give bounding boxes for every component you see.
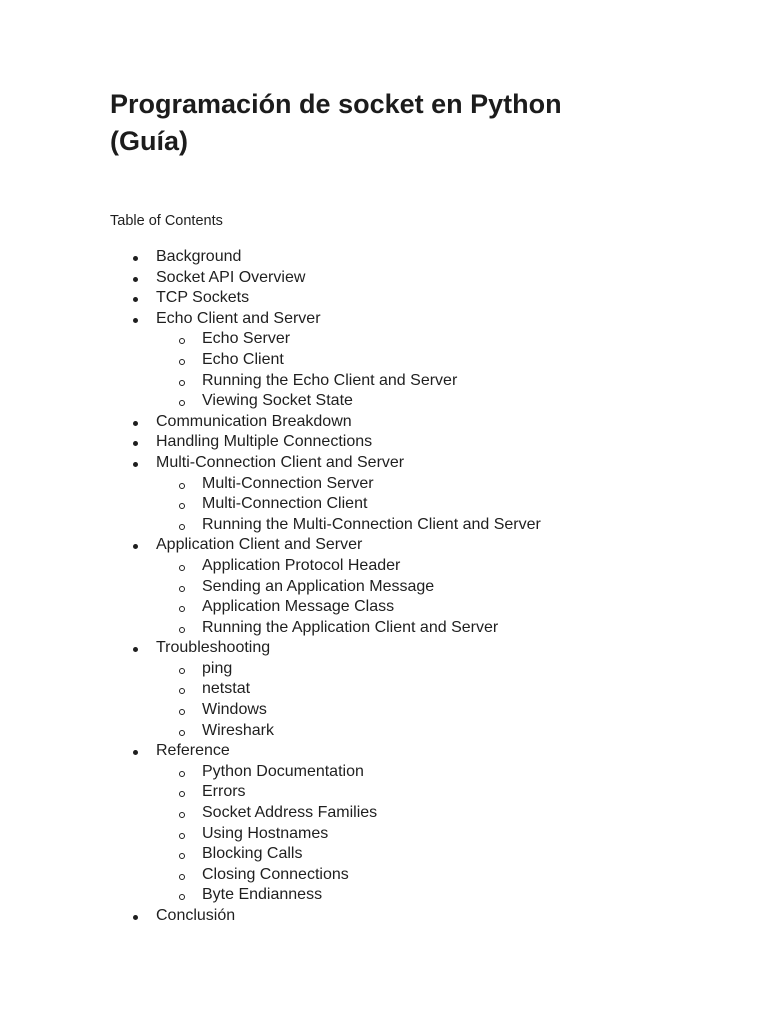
toc-subitem-label: Using Hostnames [202,824,329,842]
toc-subitem-label: Python Documentation [202,762,364,780]
toc-item-label: Application Client and Server [156,536,363,554]
toc-subitem-label: Application Message Class [202,598,395,616]
toc-subitem[interactable] [156,329,541,350]
bullet-circle-icon [179,483,185,489]
bullet-disc-icon [133,544,138,549]
bullet-circle-icon [179,565,185,571]
toc-subitem[interactable] [156,782,541,803]
toc-subitem[interactable] [156,515,541,536]
toc-subitem[interactable] [156,474,541,495]
page-title: Programación de socket en Python (Guía) [110,89,562,156]
toc-subitem-label: netstat [202,680,251,698]
bullet-circle-icon [179,853,185,859]
toc-subitem[interactable] [156,556,541,577]
toc-subitem-label: Byte Endianness [202,886,323,904]
toc-subitem[interactable] [156,371,541,392]
toc-item[interactable] [110,309,541,412]
toc-subitem-label: Running the Echo Client and Server [202,371,458,389]
toc-item[interactable] [110,535,541,638]
bullet-circle-icon [179,524,185,530]
toc-subitem-label: Multi-Connection Client [202,495,368,513]
bullet-disc-icon [133,915,138,920]
bullet-circle-icon [179,400,185,406]
toc-item[interactable] [110,906,541,927]
bullet-disc-icon [133,256,138,261]
bullet-disc-icon [133,750,138,755]
toc-subitem-label: Wireshark [202,721,275,739]
toc-subitem[interactable] [156,885,541,906]
toc-subitem-label: Closing Connections [202,865,349,883]
toc-subitem-label: Multi-Connection Server [202,474,374,492]
bullet-circle-icon [179,833,185,839]
toc-sublist [156,556,541,638]
toc-item[interactable] [110,268,541,289]
toc-subitem-label: Socket Address Families [202,804,378,822]
toc-subitem[interactable] [156,597,541,618]
bullet-circle-icon [179,586,185,592]
bullet-circle-icon [179,338,185,344]
bullet-disc-icon [133,277,138,282]
toc-subitem-label: Running the Application Client and Server [202,618,499,636]
toc-subitem[interactable] [156,762,541,783]
toc-subitem[interactable] [156,350,541,371]
toc-item-label: Echo Client and Server [156,309,321,327]
toc-subitem[interactable] [156,803,541,824]
toc-item[interactable] [110,288,541,309]
bullet-circle-icon [179,812,185,818]
bullet-circle-icon [179,359,185,365]
toc-subitem-label: Echo Server [202,330,291,348]
toc-item-label: Socket API Overview [156,268,306,286]
bullet-circle-icon [179,503,185,509]
toc-subitem-label: Windows [202,701,267,719]
toc-subitem-label: Blocking Calls [202,845,303,863]
bullet-circle-icon [179,791,185,797]
bullet-disc-icon [133,441,138,446]
bullet-disc-icon [133,462,138,467]
toc-subitem[interactable] [156,391,541,412]
bullet-circle-icon [179,380,185,386]
toc-item-label: Background [156,248,242,265]
toc-sublist [156,762,541,906]
toc-subitem-label: Echo Client [202,350,284,368]
bullet-circle-icon [179,874,185,880]
toc-subitem-label: Sending an Application Message [202,577,435,595]
toc-subitem-label: Errors [202,783,246,801]
bullet-circle-icon [179,688,185,694]
toc-subitem-label: Viewing Socket State [202,392,353,410]
toc-sublist [156,329,541,411]
toc-subitem-label: Running the Multi-Connection Client and Server [202,515,541,533]
bullet-disc-icon [133,647,138,652]
bullet-disc-icon [133,318,138,323]
toc-subitem[interactable] [156,659,541,680]
toc-item-label: Reference [156,742,230,760]
bullet-disc-icon [133,421,138,426]
toc-item[interactable] [110,432,541,453]
toc-sublist [156,659,541,741]
bullet-circle-icon [179,627,185,633]
toc-item[interactable] [110,638,541,741]
toc-item-label: Conclusión [156,907,236,924]
toc-item[interactable] [110,247,541,268]
toc-heading: Table of Contents [110,213,223,229]
bullet-circle-icon [179,771,185,777]
toc-item-label: Troubleshooting [156,639,271,657]
toc-subitem[interactable] [156,844,541,865]
bullet-circle-icon [179,730,185,736]
bullet-circle-icon [179,709,185,715]
toc-subitem[interactable] [156,494,541,515]
toc-subitem-label: ping [202,659,233,677]
toc-subitem[interactable] [156,679,541,700]
toc-item-label: Handling Multiple Connections [156,433,373,451]
toc-item[interactable] [110,453,541,535]
toc-item-label: Multi-Connection Client and Server [156,453,405,471]
toc-subitem[interactable] [156,824,541,845]
toc-subitem[interactable] [156,721,541,742]
bullet-circle-icon [179,894,185,900]
toc-item-label: TCP Sockets [156,289,250,307]
toc-subitem[interactable] [156,577,541,598]
toc-item[interactable] [110,412,541,433]
toc-item-label: Communication Breakdown [156,412,352,430]
toc-subitem-label: Application Protocol Header [202,556,401,574]
toc-subitem[interactable] [156,700,541,721]
toc-subitem[interactable] [156,865,541,886]
bullet-circle-icon [179,606,185,612]
bullet-disc-icon [133,297,138,302]
table-of-contents [110,247,541,927]
toc-subitem[interactable] [156,618,541,639]
bullet-circle-icon [179,668,185,674]
toc-sublist [156,474,541,536]
toc-item[interactable] [110,741,541,906]
